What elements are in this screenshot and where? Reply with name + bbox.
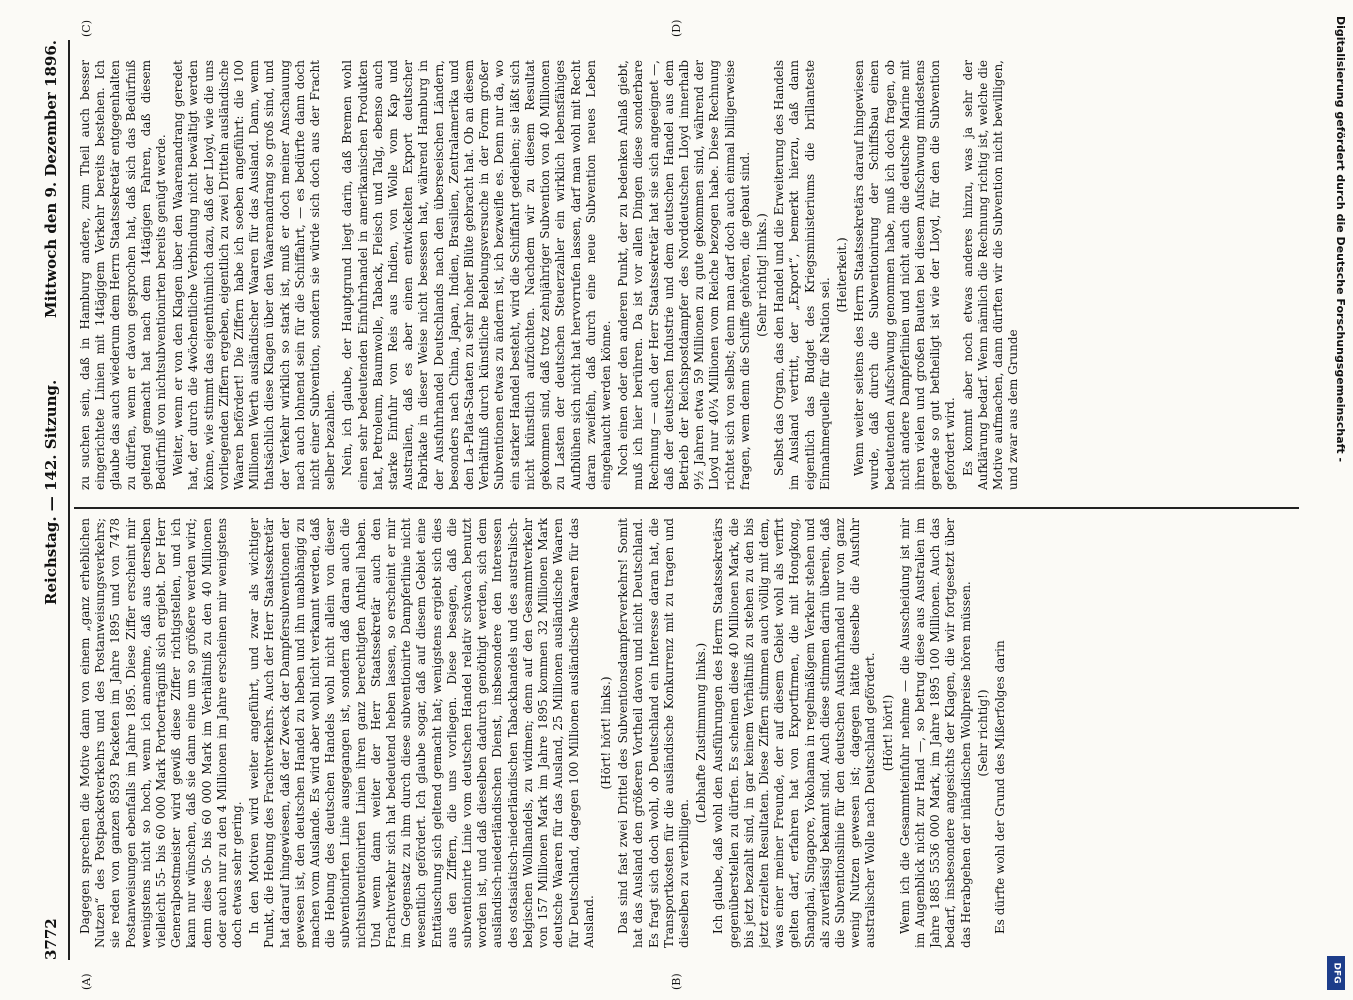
paragraph: Wenn ich die Gesammteinfuhr nehme — die Ausscheidung ist mir im Augenblick nicht zur Hand —, so betrug diese aus Australien im Jahre 1885 5536 000 Mark, im Jahre 1895 100 Millionen. Auch das bedarf, insbesondere angesichts der Klagen, die wir fortgesetzt über das Herabgehen der inländischen Wollpreise hören müssen. [897, 518, 973, 948]
interjection: (Heiterkeit.) [834, 237, 849, 313]
session-date: Mittwoch den 9. Dezember 1896. [42, 40, 60, 318]
dfg-logo-text: DFG [1331, 962, 1342, 984]
paragraph: Es dürfte wohl der Grund des Mißerfolges darin [992, 640, 1007, 934]
page-header [40, 40, 68, 960]
session-title: Reichstag. — 142. Sitzung. [42, 379, 60, 605]
credit-text: Digitalisierung gefördert durch die Deutsche Forschungsgemeinschaft - [1334, 16, 1347, 463]
interjection: (Lebhafte Zustimmung links.) [694, 642, 709, 824]
page-number: 3772 [42, 918, 60, 960]
digitization-credit [1325, 8, 1349, 988]
interjection: (Sehr richtig!) [975, 689, 990, 777]
right-column [78, 60, 1300, 490]
paragraph: Dagegen sprechen die Motive dann von einem „ganz erheblichen Nutzen“ des Postpacketverkehrs und des Postanweisungsverkehrs; sie reden von ganzen 8593 Packeten im Jahre 1895 und von 7478 Postanweisungen ebenfalls im Jahre 1895. Diese Ziffer erscheint mir wenigstens nicht so hoch, wenn ich annehme, daß aus derselben vielleicht 55- bis 60 000 Mark Portoerträgniß sich ergiebt. Der Herr Generalpostmeister wird gewiß diese Ziffer richtigstellen, und ich kann nur wünschen, daß sie dann eine um so größere werden wird; denn diese 50- bis 60 000 Mark im Verhältniß zu den 40 Millionen oder auch nur zu den 4 Millionen im Jahre erscheinen mir wenigstens doch etwas sehr gering. [78, 518, 245, 948]
paragraph: Es kommt aber noch etwas anderes hinzu, was ja sehr der Aufklärung bedarf. Wenn nämlich die Rechnung richtig ist, welche die Motive aufmachen, dann dürften wir die Subvention nicht bewilligen, und zwar aus dem Grunde [960, 60, 1021, 490]
paragraph: Noch einen oder den anderen Punkt, der zu bedenken Anlaß giebt, muß ich hier berühren. Da ist vor allen Dingen diese sonderbare Rechnung — auch der Herr Staatssekretär hat sie sich angeeignet —, daß der deutschen Industrie und dem deutschen Handel aus dem Betrieb der Reichspostdampfer des Norddeutschen Lloyd innerhalb 9½ Jahren etwa 59 Millionen zu gute gekommen sind, während der Lloyd nur 40¼ Millionen vom Reiche bezogen habe. Diese Rechnung richtet sich von selbst; denn man darf doch auch einmal billigerweise fragen, wem denn die Schiffe gehören, die gebaut sind. [616, 60, 752, 490]
paragraph: In den Motiven wird weiter angeführt, und zwar als wichtiger Punkt, die Hebung des Frachtverkehrs. Auch der Herr Staatssekretär hat darauf hingewiesen, daß der Zweck der Dampfersubventionen der gewesen ist, den deutschen Handel zu heben und ihn unabhängig zu machen vom Auslande. Es wird aber wohl nicht verkannt werden, daß die Hebung des deutschen Handels wohl nicht allein von dieser subventionirten Linie ausgegangen ist, sondern daß daran auch die nichtsubventionirten Linien ihren ganz berechtigten Antheil haben. Und wenn dann weiter der Herr Staatssekretär auch den Frachtverkehr sich hat bedeutend heben lassen, so erscheint er mir im Gegensatz zu ihm durch diese subventionirte Dampferlinie nicht wesentlich gefördert. Ich glaube sogar, daß auf diesem Gebiet eine Enttäuschung sich geltend gemacht hat; wenigstens ergiebt sich dies aus den Ziffern, die uns vorliegen. Diese besagen, daß die subventionirte Linie vom deutschen Handel relativ schwach benutzt worden ist, und daß dieselben dadurch genöthigt werden, sich dem ausländisch-niederländischen Dienst, insbesondere den Interessen des ostasiatisch-niederländischen Tabackhandels und des australisch-belgischen Wollhandels, zu widmen; denn auf den Gesammtverkehr von 157 Millionen Mark im Jahre 1895 kommen 32 Millionen Mark deutsche Waaren für das Ausland, 25 Millionen ausländische Waaren für Deutschland, dagegen 100 Millionen ausländische Waaren für das Ausland. [247, 518, 596, 948]
paragraph: Das sind fast zwei Drittel des Subventionsdampferverkehrs! Somit hat das Ausland den größeren Vortheil davon und nicht Deutschland. Es fragt sich doch wohl, ob Deutschland ein Interesse daran hat, die Transportkosten für die ausländische Konkurrenz mit zu tragen und dieselben zu verbilligen. [616, 518, 691, 948]
paragraph: Nein, ich glaube, der Hauptgrund liegt darin, daß Bremen wohl einen sehr bedeutenden Einfuhrhandel in amerikanischen Produkten hat, Petroleum, Baumwolle, Taback, Fleisch und Talg, ebenso auch starke Einfuhr von Reis aus Indien, von Wolle vom Kap und Australien, daß es aber einen entwickelten Export deutscher Fabrikate in dieser Weise nicht besessen hat, während Hamburg in der Ausfuhrhandel Deutschlands nach den überseeischen Ländern, besonders nach China, Japan, Indien, Brasilien, Zentralamerika und den La-Plata-Staaten zu sehr hoher Blüte gebracht hat. Ob an diesem Verhältniß durch künstliche Belebungsversuche in der Form großer Subventionen etwas zu ändern ist, ich bezweifle es. Denn nur da, wo ein starker Handel besteht, wird die Schiffahrt gedeihen; sie läßt sich nicht künstlich aufzüchten. Nachdem wir zu diesem Resultat gekommen sind, daß trotz zehnjähriger Subvention von 40 Millionen zu Lasten der deutschen Steuerzahler ein wirklich lebensfähiges Aufblühen sich nicht hat hervorrufen lassen, darf man wohl mit Recht daran zweifeln, daß durch eine neue Subvention neues Leben eingehaucht werden könne. [340, 60, 613, 490]
interjection: (Hört! hört! links.) [598, 676, 613, 790]
paragraph: Ich glaube, daß wohl den Ausführungen des Herrn Staatssekretärs gegenüberstellen zu dürfen. Es scheinen diese 40 Millionen Mark, die bis jetzt bezahlt sind, in gar keinem Verhältniß zu stehen zu den bis jetzt erzielten Resultaten. Diese Ziffern stimmen auch völlig mit dem, was einer meiner Freunde, der auf diesem Gebiet wohl als verfirt gelten darf, erfahren hat von Exportfirmen, die mit Hongkong, Shanghai, Singapore, Yokohama in regelmäßigem Verkehr stehen und als zuverlässig bekannt sind. Auch diese stimmen darin überein, daß die Subventionslinie für den deutschen Ausfuhrhandel nur von ganz wenig Nutzen gewesen ist; dagegen hätte dieselbe die Ausfuhr australischer Wolle nach Deutschland gefördert. [711, 518, 878, 948]
margin-marker-d: (D) [670, 19, 683, 37]
column-divider [74, 507, 1299, 509]
interjection: (Sehr richtig! links.) [754, 213, 769, 337]
margin-marker-a: (A) [80, 973, 93, 990]
header-rule [68, 40, 70, 960]
paragraph: zu suchen sein, daß in Hamburg andere, zum Theil auch besser eingerichtete Linien mit 14tägigem Verkehr bereits bestehen. Ich glaube das auch wiederum dem Herrn Staatssekretär entgegenhalten zu dürfen, wenn er davon gesprochen hat, daß sich das Bedürfniß geltend gemacht hat nach dem 14tägigen Fahren, daß diesem Bedürfniß von nichtsubventionirten bereits genügt werde. [78, 60, 169, 490]
paragraph: Wenn weiter seitens des Herrn Staatssekretärs darauf hingewiesen wurde, daß durch die Subventionirung der Schiffsbau einen bedeutenden Aufschwung genommen habe, muß ich doch fragen, ob nicht andere Dampferlinien und nicht auch die deutsche Marine mit ihren vielen und großen Bauten bei diesem Aufschwung mindestens gerade so gut betheiligt ist wie der Lloyd, für den die Subvention gefordert wird. [852, 60, 958, 490]
paragraph: Weiter, wenn er von den Klagen über den Waarenandrang geredet hat, der durch die 4wöchentliche Verbindung nicht bewältigt werden könne, wie stimmt das eigenthümlich dazu, daß der Lloyd, wie die uns vorliegenden Ziffern ergeben, eigentlich zu zwei Dritteln ausländische Waaren befördert! Die Ziffern habe ich soeben angeführt: die 100 Millionen Werth ausländischer Waaren für das Ausland. Dann, wenn thatsächlich diese Klagen über den Waarenandrang so groß sind, und der Verkehr wirklich so stark ist, muß er doch meiner Anschauung nach auch lohnend sein für die Schiffahrt, — es bedürfte dann doch nicht einer Subvention, sondern sie würde sich doch aus der Fracht selber bezahlen. [171, 60, 338, 490]
interjection: (Hört! hört!) [880, 694, 895, 772]
margin-marker-c: (C) [80, 20, 93, 37]
paragraph: Selbst das Organ, das den Handel und die Erweiterung des Handels im Ausland vertritt, der „Export“, bemerkt hierzu, daß dann eigentlich das Budget des Kriegsministeriums die brillanteste Einnahmequelle für die Nation sei. [772, 60, 832, 490]
margin-marker-b: (B) [670, 973, 683, 990]
left-column [78, 518, 1300, 948]
rotated-page-content [40, 19, 1305, 990]
